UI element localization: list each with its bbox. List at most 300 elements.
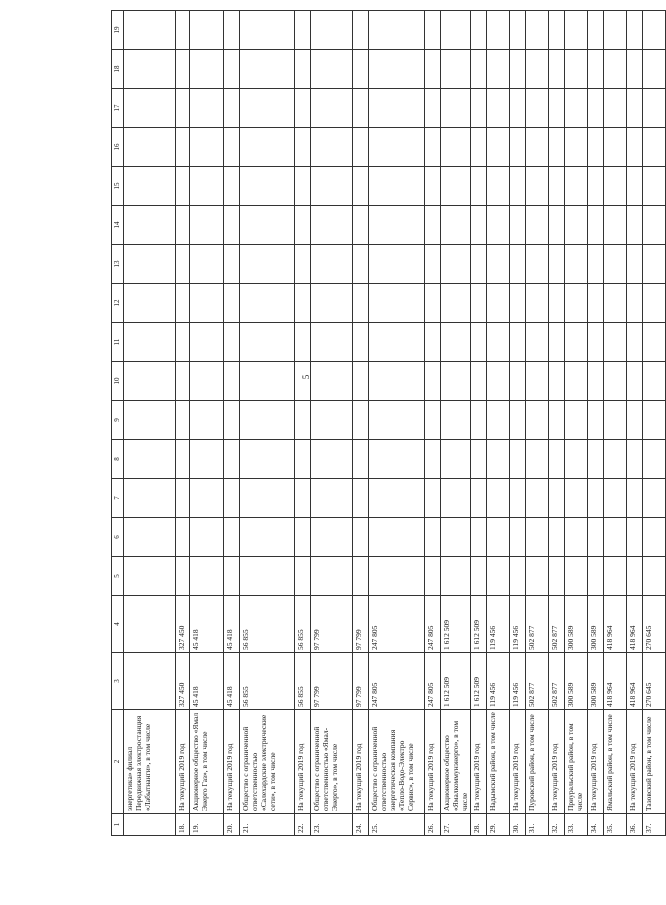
empty-cell	[176, 284, 190, 323]
column-number-cell: 16	[112, 128, 124, 167]
empty-cell	[471, 206, 487, 245]
empty-cell	[124, 362, 176, 401]
empty-cell	[627, 167, 643, 206]
value-col4-cell: 327 450	[176, 596, 190, 653]
empty-cell	[627, 323, 643, 362]
row-number-cell: 30.	[510, 814, 526, 836]
empty-cell	[627, 128, 643, 167]
empty-cell	[353, 89, 369, 128]
empty-cell	[565, 245, 588, 284]
empty-cell	[190, 128, 224, 167]
empty-cell	[425, 362, 441, 401]
empty-cell	[311, 557, 353, 596]
empty-cell	[565, 518, 588, 557]
empty-cell	[471, 11, 487, 50]
empty-cell	[487, 11, 510, 50]
empty-cell	[369, 518, 425, 557]
empty-cell	[441, 284, 471, 323]
empty-cell	[643, 245, 666, 284]
empty-cell	[487, 518, 510, 557]
empty-cell	[487, 245, 510, 284]
empty-cell	[240, 557, 295, 596]
empty-cell	[441, 89, 471, 128]
empty-cell	[190, 167, 224, 206]
table-row	[549, 11, 565, 836]
column-number-cell: 13	[112, 245, 124, 284]
empty-cell	[441, 167, 471, 206]
empty-cell	[240, 206, 295, 245]
empty-cell	[369, 479, 425, 518]
value-col3-cell: 418 964	[627, 653, 643, 710]
empty-cell	[627, 362, 643, 401]
empty-cell	[487, 362, 510, 401]
empty-cell	[224, 518, 240, 557]
empty-cell	[369, 245, 425, 284]
value-col3-cell: 56 855	[295, 653, 311, 710]
value-col3-cell: 418 964	[604, 653, 627, 710]
empty-cell	[627, 11, 643, 50]
value-col4-cell: 502 877	[526, 596, 549, 653]
empty-cell	[353, 557, 369, 596]
table-row	[240, 11, 295, 836]
row-number-cell: 36.	[627, 814, 643, 836]
value-col3-cell: 502 877	[549, 653, 565, 710]
empty-cell	[176, 479, 190, 518]
empty-cell	[565, 557, 588, 596]
value-col4-cell: 502 877	[549, 596, 565, 653]
empty-cell	[124, 206, 176, 245]
empty-cell	[549, 401, 565, 440]
column-number-cell: 2	[112, 710, 124, 814]
empty-cell	[240, 89, 295, 128]
empty-cell	[176, 245, 190, 284]
value-col3-cell: 270 645	[643, 653, 666, 710]
empty-cell	[487, 206, 510, 245]
empty-cell	[643, 362, 666, 401]
row-number-cell: 34.	[588, 814, 604, 836]
empty-cell	[471, 167, 487, 206]
empty-cell	[295, 89, 311, 128]
empty-cell	[441, 323, 471, 362]
empty-cell	[369, 557, 425, 596]
empty-cell	[190, 50, 224, 89]
value-col3-cell: 119 456	[487, 653, 510, 710]
empty-cell	[604, 557, 627, 596]
value-col3-cell: 300 589	[588, 653, 604, 710]
empty-cell	[526, 245, 549, 284]
empty-cell	[425, 401, 441, 440]
empty-cell	[441, 518, 471, 557]
empty-cell	[565, 128, 588, 167]
empty-cell	[471, 128, 487, 167]
empty-cell	[224, 479, 240, 518]
value-col3-cell: 45 418	[224, 653, 240, 710]
column-number-cell: 11	[112, 323, 124, 362]
empty-cell	[441, 401, 471, 440]
empty-cell	[510, 284, 526, 323]
table-row	[510, 11, 526, 836]
empty-cell	[353, 323, 369, 362]
empty-cell	[549, 167, 565, 206]
empty-cell	[295, 245, 311, 284]
empty-cell	[643, 440, 666, 479]
value-col4-cell: 1 612 509	[471, 596, 487, 653]
table-row	[441, 11, 471, 836]
empty-cell	[643, 167, 666, 206]
rotated-table-container	[111, 11, 653, 836]
empty-cell	[425, 167, 441, 206]
value-col4-cell: 247 805	[369, 596, 425, 653]
empty-cell	[240, 362, 295, 401]
empty-cell	[311, 245, 353, 284]
empty-cell	[526, 50, 549, 89]
table-row	[588, 11, 604, 836]
empty-cell	[588, 206, 604, 245]
empty-cell	[295, 479, 311, 518]
empty-cell	[627, 89, 643, 128]
empty-cell	[425, 479, 441, 518]
empty-cell	[487, 557, 510, 596]
empty-cell	[604, 518, 627, 557]
empty-cell	[471, 557, 487, 596]
empty-cell	[176, 362, 190, 401]
empty-cell	[471, 479, 487, 518]
empty-cell	[441, 50, 471, 89]
empty-cell	[295, 362, 311, 401]
row-name-cell: На текущий 2019 год	[510, 710, 526, 814]
empty-cell	[627, 440, 643, 479]
empty-cell	[588, 362, 604, 401]
empty-cell	[124, 401, 176, 440]
table-row	[565, 11, 588, 836]
column-number-cell: 8	[112, 440, 124, 479]
empty-cell	[627, 518, 643, 557]
empty-cell	[369, 323, 425, 362]
empty-cell	[190, 440, 224, 479]
column-number-row	[112, 11, 124, 836]
empty-cell	[565, 206, 588, 245]
empty-cell	[510, 518, 526, 557]
table-row	[425, 11, 441, 836]
empty-cell	[176, 518, 190, 557]
empty-cell	[526, 440, 549, 479]
empty-cell	[471, 245, 487, 284]
empty-cell	[176, 167, 190, 206]
empty-cell	[224, 557, 240, 596]
empty-cell	[240, 167, 295, 206]
empty-cell	[588, 284, 604, 323]
column-number-cell: 19	[112, 11, 124, 50]
row-number-cell: 37.	[643, 814, 666, 836]
empty-cell	[353, 440, 369, 479]
empty-cell	[369, 401, 425, 440]
empty-cell	[190, 206, 224, 245]
empty-cell	[224, 284, 240, 323]
row-number-cell: 19.	[190, 814, 224, 836]
value-col3-cell: 327 450	[176, 653, 190, 710]
row-name-cell: На текущий 2019 год	[549, 710, 565, 814]
row-name-cell: Надымский район, в том числе	[487, 710, 510, 814]
empty-cell	[643, 518, 666, 557]
empty-cell	[510, 167, 526, 206]
column-number-cell: 10	[112, 362, 124, 401]
empty-cell	[311, 50, 353, 89]
empty-cell	[425, 245, 441, 284]
empty-cell	[604, 284, 627, 323]
row-number-cell: 22.	[295, 814, 311, 836]
empty-cell	[124, 284, 176, 323]
empty-cell	[425, 11, 441, 50]
empty-cell	[588, 89, 604, 128]
row-name-cell: На текущий 2019 год	[176, 710, 190, 814]
empty-cell	[549, 89, 565, 128]
empty-cell	[565, 50, 588, 89]
table-row	[627, 11, 643, 836]
empty-cell	[124, 167, 176, 206]
table-row	[124, 11, 176, 836]
empty-cell	[643, 284, 666, 323]
empty-cell	[565, 479, 588, 518]
value-col3-cell: 247 805	[369, 653, 425, 710]
empty-cell	[369, 128, 425, 167]
value-col4-cell: 119 456	[510, 596, 526, 653]
column-number-cell: 5	[112, 557, 124, 596]
value-col4-cell: 45 418	[224, 596, 240, 653]
row-name-cell: Пуровский район, в том числе	[526, 710, 549, 814]
empty-cell	[604, 11, 627, 50]
row-number-cell	[124, 814, 176, 836]
row-number-cell: 25.	[369, 814, 425, 836]
empty-cell	[369, 89, 425, 128]
value-col4-cell: 247 805	[425, 596, 441, 653]
empty-cell	[526, 479, 549, 518]
empty-cell	[510, 557, 526, 596]
empty-cell	[565, 440, 588, 479]
empty-cell	[295, 11, 311, 50]
empty-cell	[471, 401, 487, 440]
empty-cell	[510, 401, 526, 440]
empty-cell	[240, 245, 295, 284]
empty-cell	[588, 50, 604, 89]
value-col4-cell: 56 855	[295, 596, 311, 653]
row-name-cell: На текущий 2019 год	[353, 710, 369, 814]
empty-cell	[369, 11, 425, 50]
empty-cell	[604, 89, 627, 128]
row-number-cell: 20.	[224, 814, 240, 836]
page-number: 5	[301, 374, 311, 380]
empty-cell	[441, 479, 471, 518]
empty-cell	[190, 323, 224, 362]
empty-cell	[549, 245, 565, 284]
column-number-cell: 17	[112, 89, 124, 128]
empty-cell	[510, 128, 526, 167]
empty-cell	[425, 440, 441, 479]
empty-cell	[526, 557, 549, 596]
table-row	[295, 11, 311, 836]
column-number-cell: 12	[112, 284, 124, 323]
empty-cell	[487, 323, 510, 362]
empty-cell	[526, 11, 549, 50]
empty-cell	[124, 557, 176, 596]
data-table	[111, 10, 666, 836]
empty-cell	[295, 323, 311, 362]
value-col3-cell: 119 456	[510, 653, 526, 710]
empty-cell	[627, 401, 643, 440]
empty-cell	[353, 362, 369, 401]
value-col4-cell: 97 799	[311, 596, 353, 653]
row-name-cell: На текущий 2019 год	[295, 710, 311, 814]
empty-cell	[487, 128, 510, 167]
row-name-cell: Акционерное общество «Ямал Энерго Газ», в том числе	[190, 710, 224, 814]
empty-cell	[190, 89, 224, 128]
empty-cell	[549, 11, 565, 50]
empty-cell	[190, 557, 224, 596]
empty-cell	[311, 284, 353, 323]
empty-cell	[124, 518, 176, 557]
empty-cell	[604, 440, 627, 479]
empty-cell	[240, 128, 295, 167]
empty-cell	[604, 50, 627, 89]
empty-cell	[176, 323, 190, 362]
row-name-cell: Ямальский район, в том числе	[604, 710, 627, 814]
column-number-cell: 4	[112, 596, 124, 653]
empty-cell	[487, 401, 510, 440]
empty-cell	[176, 50, 190, 89]
empty-cell	[124, 11, 176, 50]
empty-cell	[643, 557, 666, 596]
empty-cell	[176, 401, 190, 440]
empty-cell	[549, 362, 565, 401]
empty-cell	[643, 479, 666, 518]
table-row	[471, 11, 487, 836]
table-row	[526, 11, 549, 836]
empty-cell	[471, 362, 487, 401]
empty-cell	[224, 323, 240, 362]
table-row	[190, 11, 224, 836]
row-name-cell: На текущий 2019 год	[588, 710, 604, 814]
empty-cell	[240, 401, 295, 440]
empty-cell	[124, 479, 176, 518]
empty-cell	[176, 89, 190, 128]
empty-cell	[311, 362, 353, 401]
empty-cell	[588, 518, 604, 557]
row-number-cell: 24.	[353, 814, 369, 836]
empty-cell	[441, 11, 471, 50]
empty-cell	[526, 167, 549, 206]
value-col3-cell	[124, 653, 176, 710]
empty-cell	[487, 50, 510, 89]
empty-cell	[295, 401, 311, 440]
table-row	[487, 11, 510, 836]
row-name-cell: На текущий 2019 год	[224, 710, 240, 814]
empty-cell	[369, 167, 425, 206]
empty-cell	[526, 362, 549, 401]
row-number-cell: 18.	[176, 814, 190, 836]
empty-cell	[588, 323, 604, 362]
table-row	[643, 11, 666, 836]
empty-cell	[627, 284, 643, 323]
value-col4-cell: 45 418	[190, 596, 224, 653]
empty-cell	[627, 557, 643, 596]
empty-cell	[643, 11, 666, 50]
empty-cell	[240, 284, 295, 323]
empty-cell	[369, 362, 425, 401]
value-col3-cell: 1 612 509	[471, 653, 487, 710]
value-col4-cell: 300 589	[588, 596, 604, 653]
empty-cell	[643, 323, 666, 362]
row-number-cell: 21.	[240, 814, 295, 836]
empty-cell	[526, 401, 549, 440]
value-col4-cell: 97 799	[353, 596, 369, 653]
empty-cell	[224, 167, 240, 206]
empty-cell	[311, 167, 353, 206]
empty-cell	[224, 50, 240, 89]
empty-cell	[441, 128, 471, 167]
empty-cell	[425, 518, 441, 557]
empty-cell	[190, 362, 224, 401]
empty-cell	[224, 401, 240, 440]
empty-cell	[311, 11, 353, 50]
empty-cell	[369, 284, 425, 323]
empty-cell	[487, 284, 510, 323]
empty-cell	[588, 440, 604, 479]
empty-cell	[425, 89, 441, 128]
empty-cell	[190, 518, 224, 557]
empty-cell	[425, 128, 441, 167]
empty-cell	[588, 245, 604, 284]
empty-cell	[176, 557, 190, 596]
empty-cell	[224, 89, 240, 128]
empty-cell	[510, 11, 526, 50]
empty-cell	[627, 245, 643, 284]
row-number-cell: 23.	[311, 814, 353, 836]
empty-cell	[526, 518, 549, 557]
empty-cell	[124, 323, 176, 362]
empty-cell	[311, 518, 353, 557]
empty-cell	[353, 401, 369, 440]
empty-cell	[471, 89, 487, 128]
column-number-cell: 14	[112, 206, 124, 245]
empty-cell	[224, 206, 240, 245]
empty-cell	[295, 440, 311, 479]
empty-cell	[526, 284, 549, 323]
empty-cell	[353, 11, 369, 50]
row-name-cell: Общество с ограниченной ответственностью энергетическая компания «Тепло-Водо-Электро Сервис», в том числе	[369, 710, 425, 814]
empty-cell	[510, 440, 526, 479]
empty-cell	[643, 401, 666, 440]
empty-cell	[549, 479, 565, 518]
empty-cell	[295, 557, 311, 596]
empty-cell	[176, 11, 190, 50]
empty-cell	[124, 245, 176, 284]
value-col3-cell: 1 612 509	[441, 653, 471, 710]
row-number-cell: 29.	[487, 814, 510, 836]
column-number-cell: 9	[112, 401, 124, 440]
empty-cell	[526, 89, 549, 128]
empty-cell	[224, 11, 240, 50]
empty-cell	[526, 323, 549, 362]
table-row	[176, 11, 190, 836]
empty-cell	[311, 206, 353, 245]
row-name-cell: Общество с ограниченной ответственностью «Салехардские электрические сети», в том числе	[240, 710, 295, 814]
empty-cell	[311, 479, 353, 518]
empty-cell	[240, 323, 295, 362]
empty-cell	[295, 167, 311, 206]
table-row	[353, 11, 369, 836]
column-number-cell: 6	[112, 518, 124, 557]
empty-cell	[311, 440, 353, 479]
empty-cell	[441, 206, 471, 245]
